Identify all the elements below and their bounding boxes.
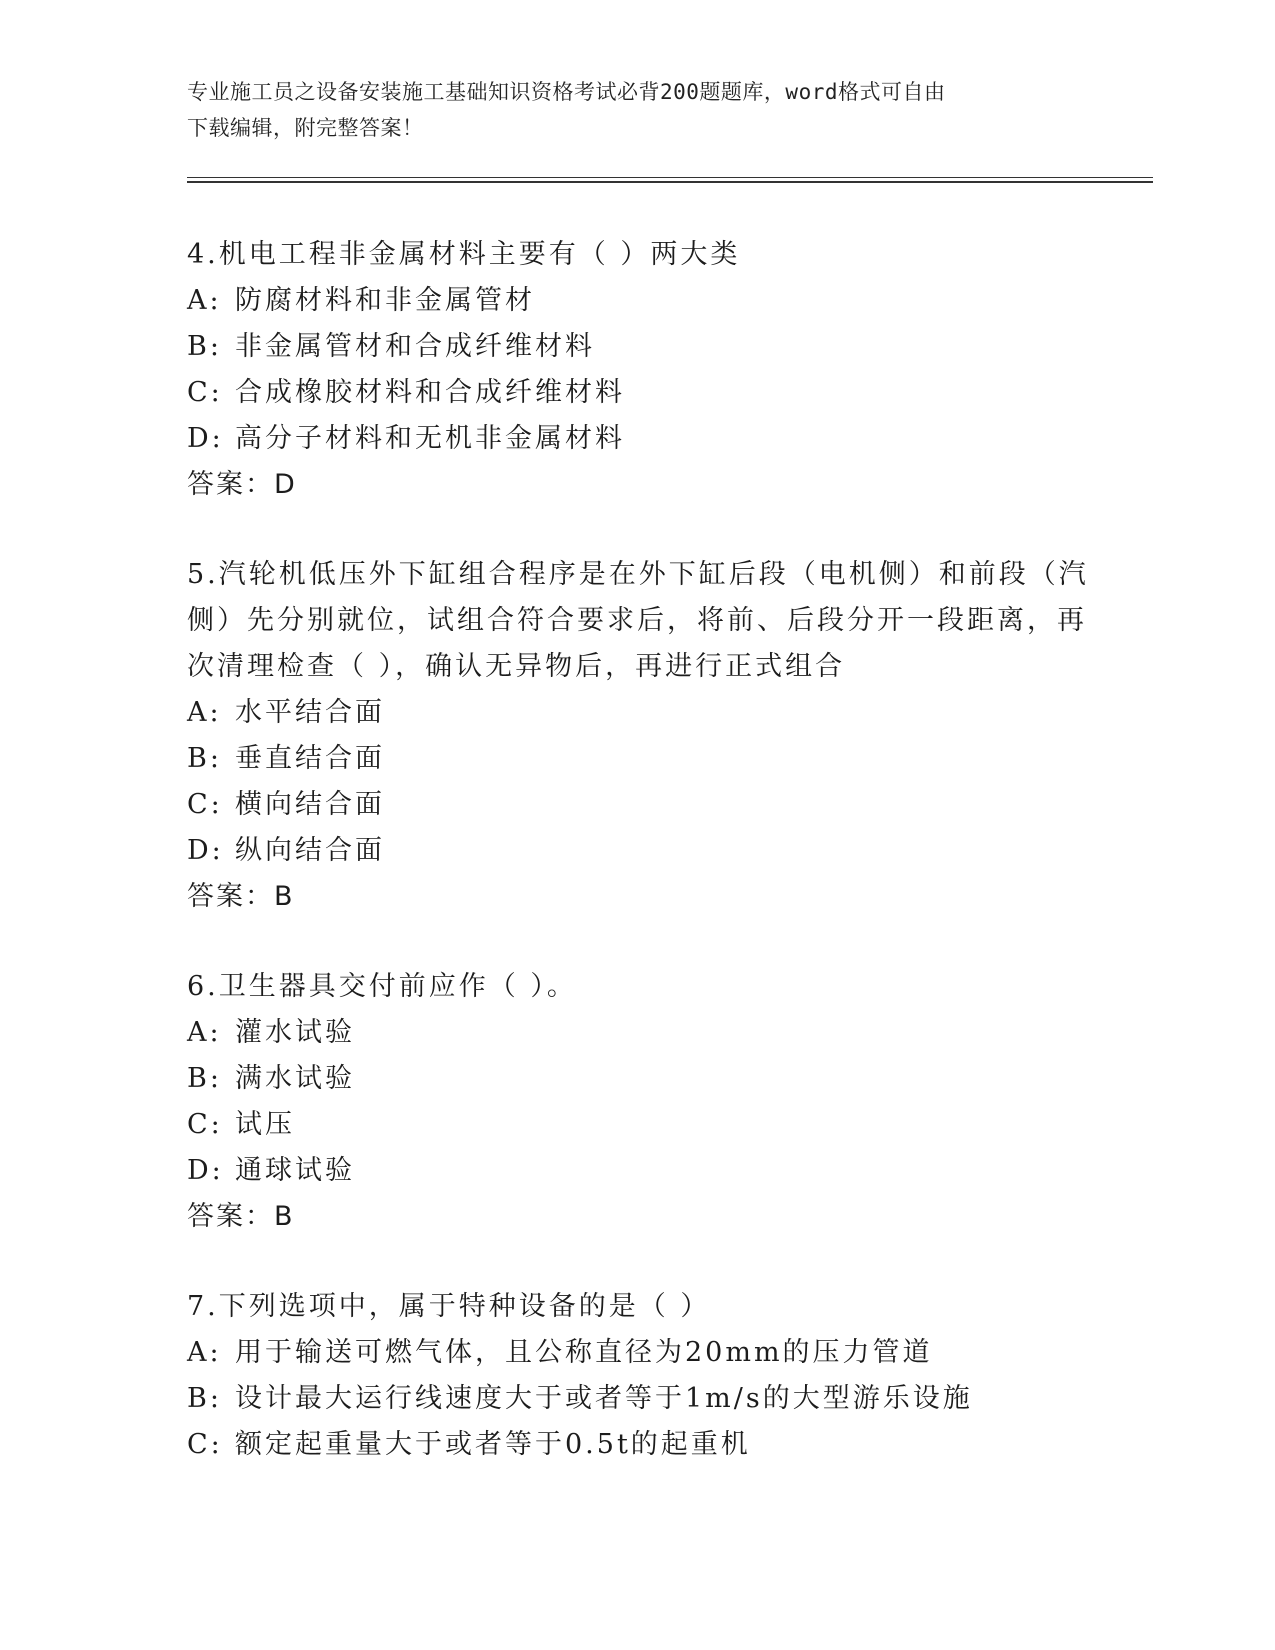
option-letter: A: (187, 1017, 222, 1048)
answer-label: 答案：D (187, 469, 297, 500)
option-letter: A: (187, 697, 222, 728)
option-text: 试压 (235, 1109, 295, 1140)
option-b (187, 324, 1077, 370)
option-text: 灌水试验 (235, 1017, 355, 1048)
option-letter: C: (187, 377, 223, 408)
option-letter: D: (187, 1155, 224, 1186)
option-text: 横向结合面 (235, 789, 385, 820)
option-text: 防腐材料和非金属管材 (235, 285, 535, 316)
option-a (187, 1010, 1077, 1056)
question-stem-line: 侧）先分别就位，试组合符合要求后，将前、后段分开一段距离，再 (187, 605, 1087, 636)
question-stem-line: 5.汽轮机低压外下缸组合程序是在外下缸后段（电机侧）和前段（汽 (187, 559, 1089, 590)
option-c (187, 1422, 1077, 1468)
question-stem: 7.下列选项中，属于特种设备的是（ ） (187, 1291, 711, 1322)
question-4 (187, 232, 1077, 508)
option-letter: B: (187, 331, 222, 362)
option-letter: A: (187, 1337, 222, 1368)
option-letter: C: (187, 789, 223, 820)
option-text: 非金属管材和合成纤维材料 (235, 331, 595, 362)
option-letter: C: (187, 1429, 223, 1460)
question-5 (187, 552, 1089, 920)
option-a (187, 1330, 1077, 1376)
option-c (187, 782, 1077, 828)
option-c (187, 370, 1077, 416)
option-b (187, 736, 1077, 782)
question-stem: 4.机电工程非金属材料主要有（ ）两大类 (187, 239, 741, 270)
option-text: 垂直结合面 (235, 743, 385, 774)
option-letter: B: (187, 1063, 222, 1094)
option-letter: A: (187, 285, 222, 316)
option-text: 通球试验 (235, 1155, 355, 1186)
option-letter: D: (187, 835, 224, 866)
option-text: 合成橡胶材料和合成纤维材料 (235, 377, 625, 408)
document-header (187, 74, 1087, 146)
option-d (187, 1148, 1077, 1194)
option-text: 高分子材料和无机非金属材料 (235, 423, 625, 454)
header-line-1: 专业施工员之设备安装施工基础知识资格考试必背200题题库，word格式可自由 (187, 80, 946, 104)
question-list (187, 232, 1089, 1512)
option-a (187, 278, 1077, 324)
option-letter: D: (187, 423, 224, 454)
header-divider-thin (187, 177, 1153, 178)
option-b (187, 1056, 1077, 1102)
answer-label: 答案：B (187, 1201, 295, 1232)
option-d (187, 416, 1077, 462)
question-stem: 6.卫生器具交付前应作（ ）。 (187, 971, 577, 1002)
header-line-2: 下载编辑，附完整答案！ (187, 116, 424, 140)
option-b (187, 1376, 1077, 1422)
option-text: 水平结合面 (235, 697, 385, 728)
option-letter: B: (187, 743, 222, 774)
option-text: 用于输送可燃气体，且公称直径为20mm的压力管道 (235, 1337, 933, 1368)
option-letter: C: (187, 1109, 223, 1140)
header-divider-thick (187, 181, 1153, 183)
question-6 (187, 964, 1077, 1240)
option-a (187, 690, 1077, 736)
option-c (187, 1102, 1077, 1148)
question-stem-line: 次清理检查（ ），确认无异物后，再进行正式组合 (187, 651, 846, 682)
question-7 (187, 1284, 1077, 1468)
option-text: 额定起重量大于或者等于0.5t的起重机 (235, 1429, 751, 1460)
option-letter: B: (187, 1383, 222, 1414)
option-text: 纵向结合面 (235, 835, 385, 866)
option-d (187, 828, 1077, 874)
answer-label: 答案：B (187, 881, 295, 912)
option-text: 满水试验 (235, 1063, 355, 1094)
option-text: 设计最大运行线速度大于或者等于1m/s的大型游乐设施 (235, 1383, 973, 1414)
